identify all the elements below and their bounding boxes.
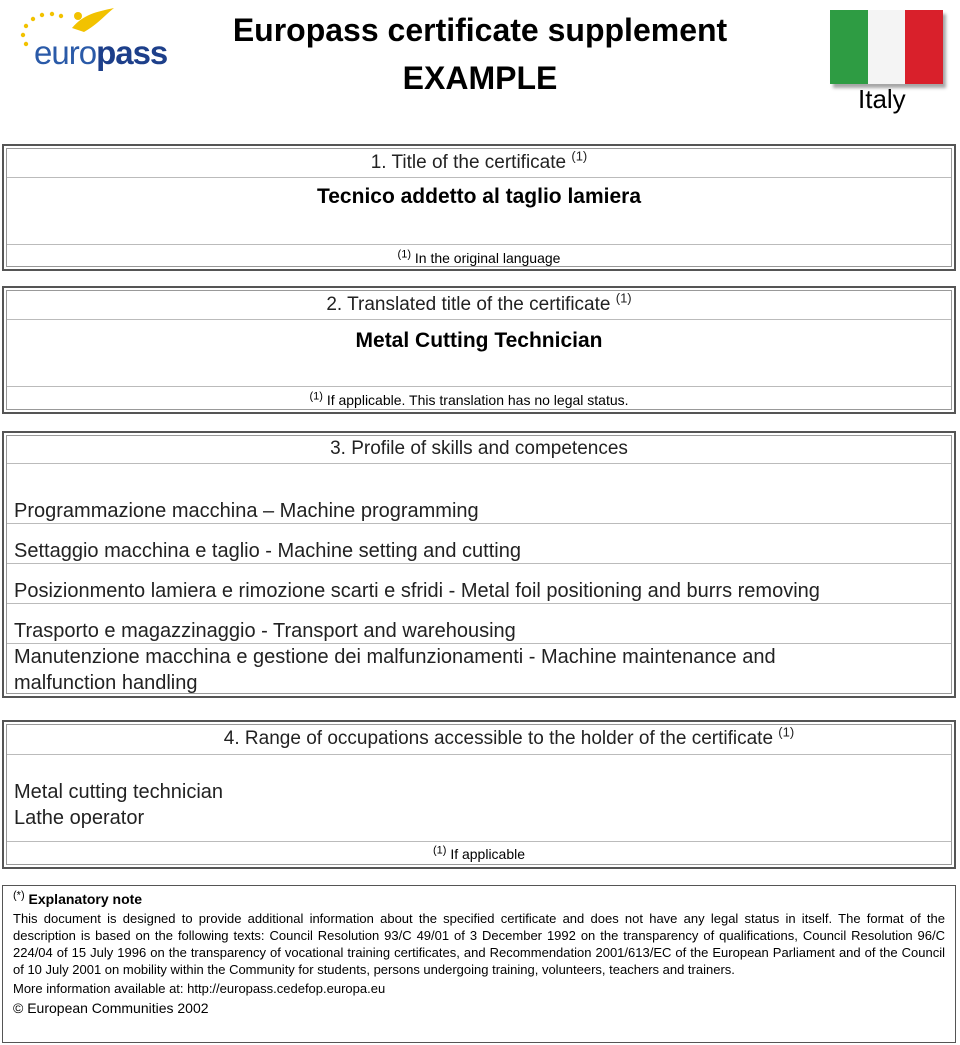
page-subtitle: EXAMPLE <box>402 60 558 96</box>
explanatory-note-heading: (*) Explanatory note <box>13 889 143 907</box>
copyright-text: © European Communities 2002 <box>13 1000 209 1016</box>
explanatory-note-body: This document is designed to provide additional information about the specified certificate and does not have any legal status in itself. The format of the description is based on the following texts: Council Resolution 93/C 49/01 of 3 December 1992 on the transparency of qualifications, Council Resolution 96/C 224/04 of 15 July 1996 on the transparency of vocational training certificates, and Recommendation 2001/613/EC of the European Parliament and of the Council of 10 July 2001 on mobility within the Community for students, persons undergoing training, volunteers, teachers and trainers. <box>13 911 945 977</box>
skill-item: Settaggio macchina e taglio - Machine setting and cutting <box>14 540 521 562</box>
section-1-footnote: $^{(1)}$ In the original language <box>397 248 561 266</box>
skill-item: Manutenzione macchina e gestione dei malfunzionamenti - Machine maintenance and <box>14 646 776 668</box>
section-3-box <box>2 431 956 698</box>
section-1-box <box>2 144 956 271</box>
skill-item: Programmazione macchina – Machine programming <box>14 500 479 522</box>
occupation-item: Metal cutting technician <box>14 781 224 803</box>
section-2-box <box>2 286 956 414</box>
section-2-heading: 2. Translated title of the certificate $^{(1)}$ <box>326 290 632 315</box>
country-label: Italy <box>858 84 906 114</box>
certificate-title-translated: Metal Cutting Technician <box>355 329 603 352</box>
certificate-title-original: Tecnico addetto al taglio lamiera <box>316 185 642 208</box>
section-4-footnote: $^{(1)}$ If applicable <box>432 844 526 862</box>
logo-euro: euro <box>34 34 97 71</box>
more-info-text: More information available at: http://europass.cedefop.europa.eu <box>13 981 386 996</box>
logo-pass: pass <box>96 34 168 71</box>
italy-flag-icon <box>830 10 943 84</box>
section-4-box <box>2 720 956 869</box>
section-1-heading: 1. Title of the certificate $^{(1)}$ <box>370 148 588 173</box>
skill-item: Trasporto e magazzinaggio - Transport and warehousing <box>14 620 516 642</box>
page-title: Europass certificate supplement <box>232 12 728 48</box>
occupation-item: Lathe operator <box>14 807 145 829</box>
section-2-footnote: $^{(1)}$ If applicable. This translation has no legal status. <box>309 390 629 408</box>
skill-item: Posizionmento lamiera e rimozione scarti e sfridi - Metal foil positioning and burrs removing <box>14 580 820 602</box>
explanatory-note-box <box>2 885 956 1043</box>
skill-item: malfunction handling <box>14 672 198 694</box>
section-4-heading: 4. Range of occupations accessible to the holder of the certificate $^{(1)}$ <box>223 724 795 749</box>
section-3-heading: 3. Profile of skills and competences <box>330 438 628 459</box>
